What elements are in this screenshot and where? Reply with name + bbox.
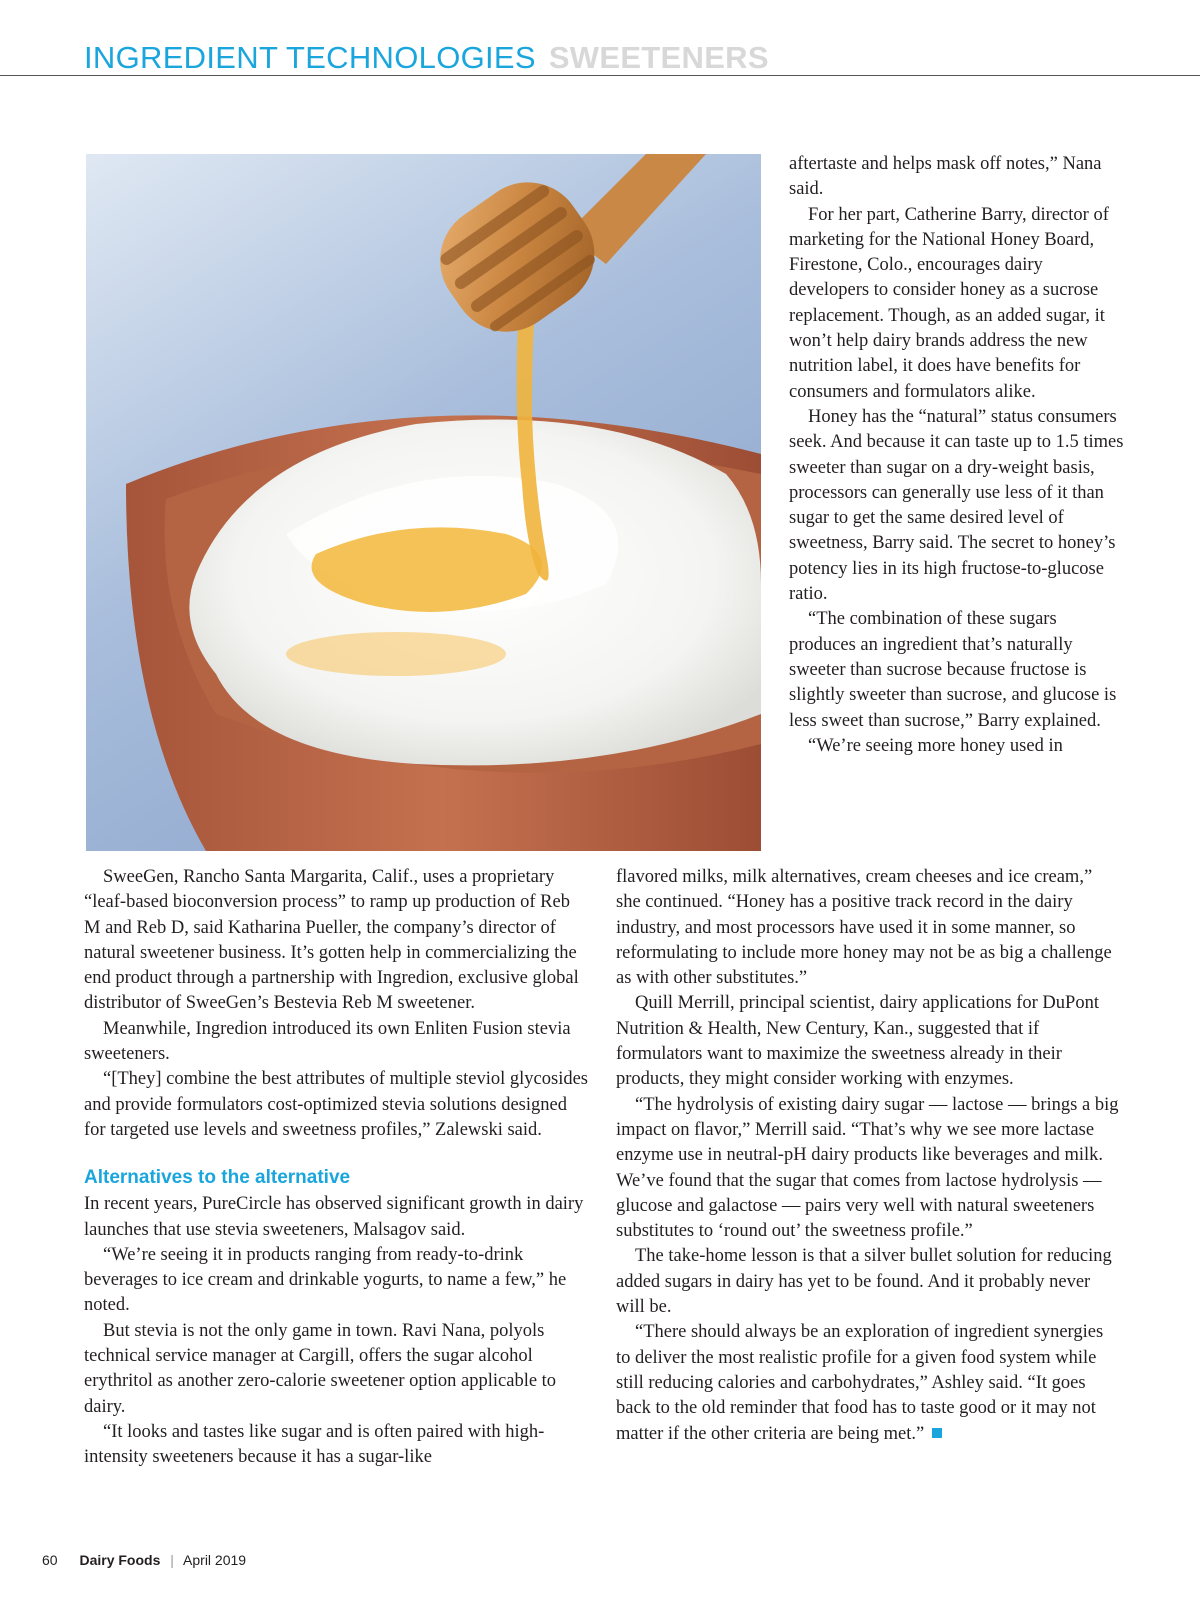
section-title: INGREDIENT TECHNOLOGIES	[84, 40, 536, 75]
paragraph: “The combination of these sugars produces an ingredient that’s naturally sweeter than sucrose because fructose is slightly sweeter than sucrose, and glucose is less sweet than sucrose,” Barry explained.	[789, 609, 1117, 731]
paragraph: For her part, Catherine Barry, director of marketing for the National Honey Board, Firestone, Colo., encourages dairy developers to consider honey as a sucrose replacement. Though, as an added sugar, it won’t help dairy brands address the new nutrition label, it does have benefits for consumers and formulators alike.	[789, 204, 1109, 402]
page-number: 60	[42, 1552, 58, 1568]
page-footer	[42, 1552, 246, 1568]
issue-date: April 2019	[183, 1552, 247, 1568]
publication-name: Dairy Foods	[79, 1552, 161, 1568]
section-subhead: Alternatives to the alternative	[84, 1167, 351, 1189]
footer-separator: |	[170, 1552, 174, 1568]
paragraph: flavored milks, milk alternatives, cream cheeses and ice cream,” she continued. “Honey has a positive track record in the dairy industry, and most processors have used it in some manner, so reformulating to include more honey may not be as big a challenge as with other substitutes.”	[616, 867, 1112, 989]
paragraph: “The hydrolysis of existing dairy sugar — lactose — brings a big impact on flavor,” Merrill said. “That’s why we see more lactase enzyme use in neutral-pH dairy products like beverages and milk. We’ve found that the sugar that comes from lactose hydrolysis — glucose and galactose — pairs very well with natural sweeteners substitutes to ‘round out’ the sweetness profile.”	[616, 1094, 1119, 1242]
paragraph: aftertaste and helps mask off notes,” Nana said.	[789, 154, 1102, 200]
paragraph: “It looks and tastes like sugar and is often paired with high-intensity sweeteners because it has a sugar-like	[84, 1421, 545, 1468]
paragraph: Quill Merrill, principal scientist, dairy applications for DuPont Nutrition & Health, New Century, Kan., suggested that if formulators want to maximize the sweetness already in their products, they might consider working with enzymes.	[616, 993, 1099, 1090]
header-rule	[0, 75, 1200, 76]
paragraph-text: “There should always be an exploration of ingredient synergies to deliver the most realistic profile for a given food system while still reducing calories and carbohydrates,” Ashley said. “It goes back to the old reminder that food has to taste good or it may not matter if the other criteria are being met.”	[616, 1322, 1104, 1444]
paragraph: “[They] combine the best attributes of multiple steviol glycosides and provide formulators cost-optimized stevia solutions designed for targeted use levels and sweetness profiles,” Zalewski said.	[84, 1069, 588, 1140]
honey-yogurt-photo	[86, 154, 761, 851]
article-column-right	[616, 865, 1121, 1447]
paragraph-final	[616, 1320, 1121, 1446]
paragraph: But stevia is not the only game in town. Ravi Nana, polyols technical service manager at Cargill, offers the sugar alcohol erythritol as another zero-calorie sweetener option applicable to dairy.	[84, 1320, 557, 1417]
article-column-right-top	[789, 152, 1124, 759]
section-header	[84, 40, 769, 76]
end-of-article-mark	[932, 1428, 942, 1438]
paragraph: Meanwhile, Ingredion introduced its own Enliten Fusion stevia sweeteners.	[84, 1018, 571, 1065]
paragraph: SweeGen, Rancho Santa Margarita, Calif., uses a proprietary “leaf-based bioconversion process” to ramp up production of Reb M and Reb D, said Katharina Pueller, the company’s director of natural sweetener business. It’s gotten help in commercializing the end product through a partnership with Ingredion, exclusive global distributor of SweeGen’s Bestevia Reb M sweetener.	[84, 867, 579, 1014]
paragraph: “We’re seeing it in products ranging from ready-to-drink beverages to ice cream and drinkable yogurts, to name a few,” he noted.	[84, 1244, 567, 1316]
article-column-left	[84, 865, 590, 1471]
paragraph: “We’re seeing more honey used in	[808, 735, 1063, 756]
paragraph: The take-home lesson is that a silver bullet solution for reducing added sugars in dairy has yet to be found. And it probably never will be.	[616, 1246, 1112, 1318]
honey-yogurt-illustration	[86, 154, 761, 851]
topic-title: SWEETENERS	[548, 40, 769, 75]
paragraph: In recent years, PureCircle has observed significant growth in dairy launches that use stevia sweeteners, Malsagov said.	[84, 1194, 584, 1240]
paragraph: Honey has the “natural” status consumers seek. And because it can taste up to 1.5 times sweeter than sugar on a dry-weight basis, processors can generally use less of it than sugar to get the same desired level of sweetness, Barry said. The secret to honey’s potency lies in its high fructose-to-glucose ratio.	[789, 406, 1124, 605]
